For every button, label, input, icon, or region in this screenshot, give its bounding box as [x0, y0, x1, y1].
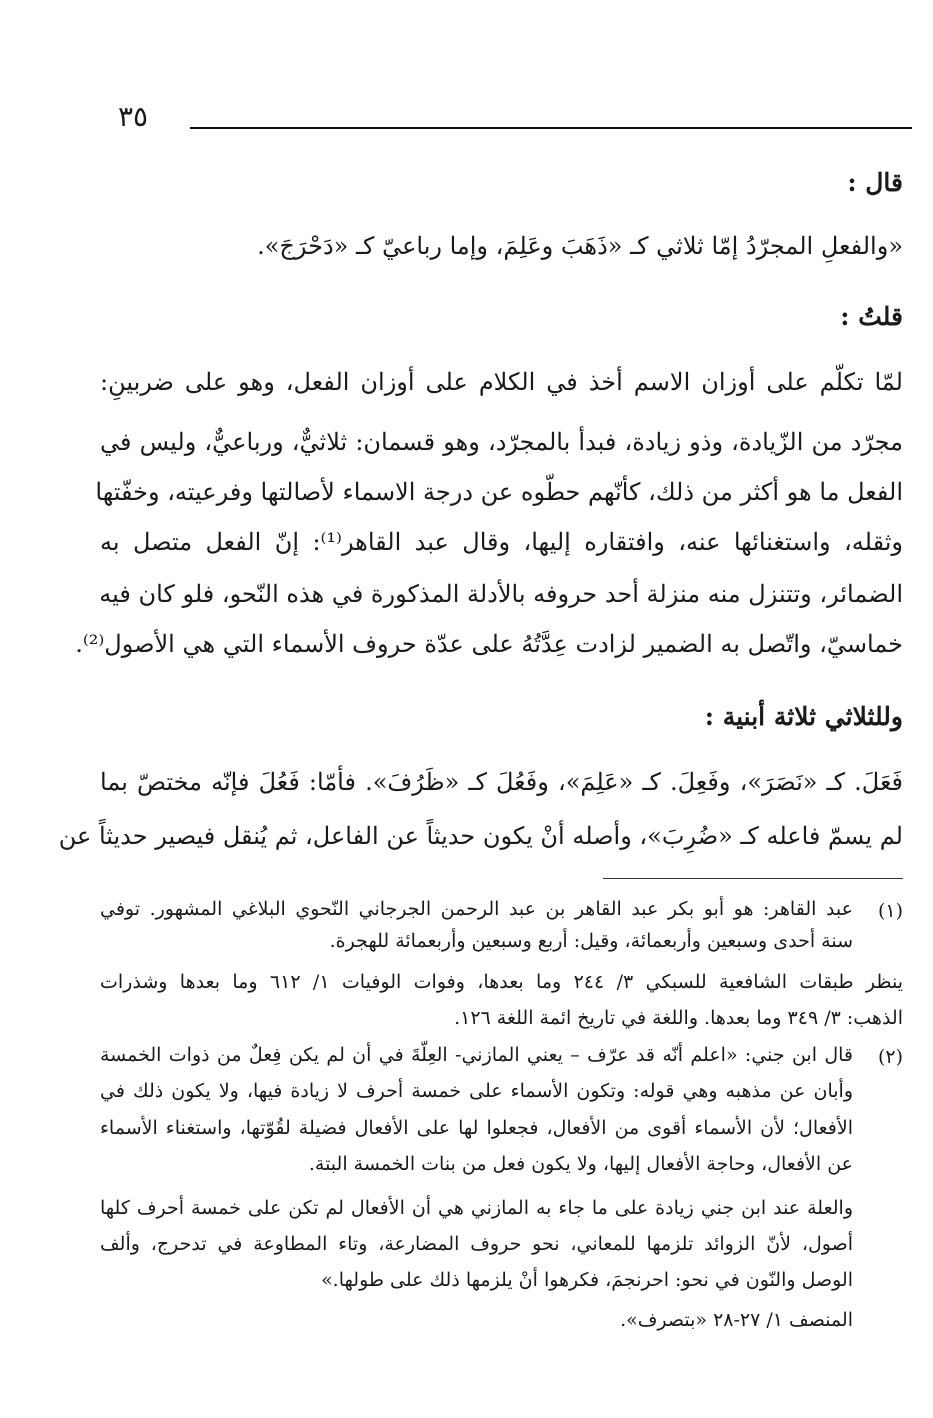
paragraph-line: فَعَلَ. كـ «نَصَرَ»، وفَعِلَ. كـ «عَلِمَ»، وفَعُلَ كـ «ظَرُفَ». فأمّا: فَعُلَ فإنّه مختصّ بما — [100, 768, 903, 796]
paragraph-line: وثقله، واستغنائها عنه، وافتقاره إليها، وقال عبد القاهر⁽¹⁾: إنّ الفعل متصل به — [100, 528, 903, 556]
footnote-line: ينظر طبقات الشافعية للسبكي ٣/ ٢٤٤ وما بعدها، وفوات الوفيات ١/ ٦١٢ وما بعدها وشذرات — [100, 971, 903, 993]
footnote-line: وأبان عن مذهبه وهي قوله: وتكون الأسماء على خمسة أحرف لا زيادة فيها، ولا يكون ذلك في — [100, 1080, 853, 1102]
page-number: ٣٥ — [118, 100, 149, 133]
paragraph-line: الفعل ما هو أكثر من ذلك، كأنّهم حطّوه عن درجة الاسماء لأصالتها وفرعيته، وخفّتها — [95, 478, 903, 506]
quote-line: «والفعلِ المجرّدُ إمّا ثلاثي كـ «ذَهَبَ وعَلِمَ، وإما رباعيّ كـ «دَحْرَجَ». — [257, 232, 903, 260]
footnote-line: الذهب: ٣/ ٣٤٩ وما بعدها. واللغة في تاريخ ائمة اللغة ١٢٦. — [454, 1007, 903, 1029]
footnote-line: الأفعال؛ لأن الأسماء أقوى من الأفعال، فجعلوا لها على الأفعال فضيلة لقُوّتها، واستغناء الأسماء — [100, 1117, 853, 1139]
footnote-number: (٢) — [877, 1046, 903, 1068]
footnote-number: (١) — [877, 900, 903, 922]
paragraph-line: الضمائر، وتتنزل منه منزلة أحد حروفه بالأدلة المذكورة في هذه النّحو، فلو كان فيه — [99, 580, 903, 608]
paragraph-line: مجرّد من الزّيادة، وذو زيادة، فبدأ بالمجرّد، وهو قسمان: ثلاثيٌّ، ورباعيٌّ، وليس في — [100, 428, 903, 456]
paragraph-line: خماسيّ، واتّصل به الضمير لزادت عِدَّتُهُ على عدّة حروف الأسماء التي هي الأصول⁽²⁾. — [75, 630, 903, 658]
qaal-heading: قال : — [847, 168, 903, 197]
footnote-line: المنصف ١/ ٢٧-٢٨ «بتصرف». — [620, 1309, 853, 1331]
qultu-heading: قلتُ : — [840, 302, 903, 331]
footnote-line: الوصل والنّون في نحو: احرنجمَ، فكرهوا أنْ يلزمها ذلك على طولها.» — [321, 1269, 853, 1291]
footnote-line: والعلة عند ابن جني زيادة على ما جاء به المازني هي أن الأفعال لم تكن على خمسة أحرف كلها — [100, 1197, 853, 1219]
footnote-line: سنة أحدى وسبعين وأربعمائة، وقيل: أربع وسبعين وأربعمائة للهجرة. — [329, 930, 853, 952]
footnote-line: أصول، لأنّ الزوائد تلزمها للمعاني، نحو حروف المضارعة، وتاء المطاوعة في تدحرج، وألف — [100, 1233, 853, 1255]
footnote-line: عبد القاهر: هو أبو بكر عبد القاهر بن عبد الرحمن الجرجاني النّحوي البلاغي المشهور. توفي — [100, 898, 853, 920]
header-rule — [190, 127, 912, 129]
paragraph-line: لمّا تكلّم على أوزان الاسم أخذ في الكلام على أوزان الفعل، وهو على ضربينِ: — [100, 368, 903, 396]
footnote-separator — [603, 878, 903, 879]
paragraph-line: لم يسمّ فاعله كـ «ضُرِبَ»، وأصله أنْ يكون حديثاً عن الفاعل، ثم يُنقل فيصير حديثاً عن — [58, 822, 903, 850]
thulathi-heading: وللثلاثي ثلاثة أبنية : — [704, 702, 903, 731]
footnote-line: عن الأفعال، وحاجة الأفعال إليها، ولا يكون فعل من بنات الخمسة البتة. — [308, 1153, 853, 1175]
footnote-line: قال ابن جني: «اعلم أنّه قد عرّف – يعني المازني- العِلّةَ في أن لم يكن فِعلٌ من ذوات الخمسة — [100, 1044, 853, 1066]
